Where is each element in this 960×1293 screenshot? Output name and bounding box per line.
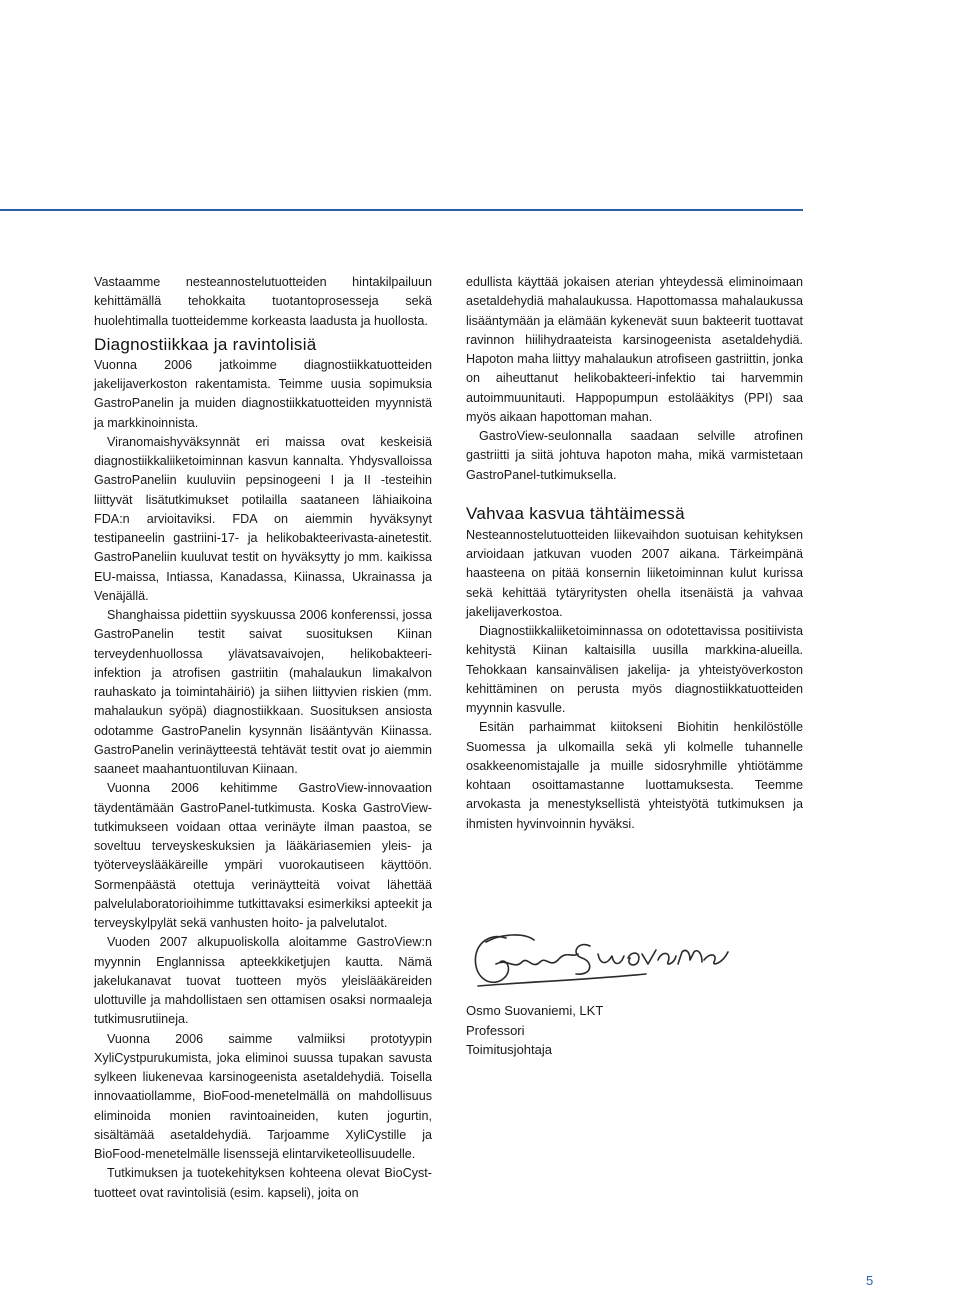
page-number: 5 — [866, 1273, 874, 1288]
left-column — [94, 273, 432, 1203]
body-paragraph: Vuonna 2006 jatkoimme diagnostiikkatuotteiden jakelijaverkoston rakentamista. Teimme uusia sopimuksia GastroPanelin ja muiden diagnostiikkatuotteiden myynnistä ja markkinoinnista. — [94, 357, 432, 430]
signatory-role: Toimitusjohtaja — [466, 1042, 552, 1057]
section-heading-vahvaa-kasvua: Vahvaa kasvua tähtäimessä — [466, 503, 685, 523]
body-paragraph: Tutkimuksen ja tuotekehityksen kohteena olevat BioCyst-tuotteet ovat ravintolisiä (esim. kapseli), joita on — [94, 1166, 432, 1200]
body-paragraph: Nesteannostelutuotteiden liikevaihdon suotuisan kehityksen arvioidaan jatkuvan vuoden 2007 aikana. Tärkeimpänä haasteena on pitää konsernin liiketoiminnan kulut kurissa sekä kehittää tytäryritysten ohella itsenäistä ja vahvaa jakelijaverkostoa. — [466, 527, 803, 619]
handwritten-signature — [466, 924, 731, 994]
body-paragraph: Shanghaissa pidettiin syyskuussa 2006 konferenssi, jossa GastroPanelin testit saivat suosituksen Kiinan terveydenhuollossa ylävatsavaivojen, helikobakteeri-infektion ja atrofisen gastriitin (mahalaukun limakalvon rauhaskato ja toimintahäiriö) ja siihen liittyvien riskien (mm. mahalaukun syöpä) diagnostiikkaan. Suosituksen ansiosta odotamme GastroPanelin kysynnän lisääntyvän Kiinassa. GastroPanelin verinäytteestä tehtävät testit ovat jo aiemmin saaneet maahantuontiluvan Kiinaan. — [94, 608, 432, 776]
body-paragraph: Esitän parhaimmat kiitokseni Biohitin henkilöstölle Suomessa ja ulkomailla sekä yli kolmelle tuhannelle osakkeenomistajalle ja muille sidosryhmille yhtiötämme kohtaan osoittamastanne luottamuksesta. Teemme arvokasta ja menestyksellistä yhteistyötä tutkimuksen ja ihmisten hyvinvoinnin hyväksi. — [466, 720, 803, 831]
signature-block — [466, 1001, 603, 1060]
body-paragraph: Vuonna 2006 kehitimme GastroView-innovaation täydentämään GastroPanel-tutkimusta. Koska GastroView-tutkimukseen voidaan ottaa verinäyte ilman paastoa, se soveltuu terveyskeskuksien ja lääkäriasemien yleis- ja työterveyslääkäreille ympäri vuorokautiseen käyttöön. Sormenpäästä otettuja verinäytteitä voivat lähettää palvelulaboratorioihimme tutkittavaksi esimerkiksi apteekit ja terveyskylpylät sekä vanhusten hoito- ja palvelutalot. — [94, 781, 432, 930]
right-column — [466, 273, 803, 834]
body-paragraph: edullista käyttää jokaisen aterian yhteydessä eliminoimaan asetaldehydiä mahalaukussa. Hapottomassa mahalaukussa lisääntymään ja elämään kykenevät suun bakteerit tuottavat ravinnon hiilihydraateista karsinogeenista asetaldehydiä. Hapoton maha liittyy mahalaukun atrofiseen gastriittin, jonka on aiheuttanut helikobakteeri-infektio tai harvemmin autoimmuunitauti. Happopumpun estolääkitys (PPI) saa myös aikaan hapottoman mahan. — [466, 275, 803, 424]
section-heading-diagnostiikkaa: Diagnostiikkaa ja ravintolisiä — [94, 334, 317, 354]
header-rule — [0, 209, 803, 211]
body-paragraph: GastroView-seulonnalla saadaan selville atrofinen gastriitti ja siitä johtuva hapoton maha, mikä varmistetaan GastroPanel-tutkimuksella. — [466, 429, 803, 482]
body-paragraph: Diagnostiikkaliiketoiminnassa on odotettavissa positiivista kehitystä Kiinan kaltaisilla uusilla markkina-alueilla. Tehokkaan kansainvälisen jakelija- ja yhteistyöverkoston kehittäminen on perusta myös diagnostiikkatuotteiden myynnin kasvulle. — [466, 624, 803, 715]
intro-paragraph: Vastaamme nesteannostelutuotteiden hintakilpailuun kehittämällä tehokkaita tuotantoprosesseja sekä huolehtimalla tuotteidemme korkeasta laadusta ja huollosta. — [94, 275, 432, 328]
body-paragraph: Viranomaishyväksynnät eri maissa ovat keskeisiä diagnostiikkaliiketoiminnan kasvun kannalta. Yhdysvalloissa GastroPaneliin kuuluviin pepsinogeeni I ja II -testeihin liittyvät lisätutkimukset potilailla saataneen lähiaikoina FDA:n arvioitaviksi. FDA on aiemmin hyväksynyt testipaneelin gastriini-17- ja helikobakteerivasta-ainetestit. GastroPaneliin kuuluvat testit on hyväksytty jo mm. kaikissa EU-maissa, Intiassa, Kanadassa, Kiinassa, Ukrainassa ja Venäjällä. — [94, 434, 432, 603]
body-paragraph: Vuoden 2007 alkupuoliskolla aloitamme GastroView:n myynnin Englannissa apteekkiketjujen kautta. Nämä jakelukanavat tuovat tuotteen myös yleislääkäreiden ulottuville ja mahdollistaen sen ottamisen osaksi normaaleja tutkimusrutiineja. — [94, 935, 432, 1027]
signatory-title: Professori — [466, 1022, 525, 1038]
signatory-name: Osmo Suovaniemi, LKT — [466, 1003, 604, 1018]
body-paragraph: Vuonna 2006 saimme valmiiksi prototyypin XyliCystpurukumista, joka eliminoi suussa tupakan savusta sylkeen liukenevaa karsinogeenista asetaldehydiä. Toisella innovaatiollamme, BioFood-menetelmällä on mahdollisuus eliminoida monien ravintoaineiden, kuten jogurtin, sisältämää asetaldehydiä. Tarjoamme XyliCystille ja BioFood-menetelmälle lisenssejä elintarviketeollisuudelle. — [94, 1031, 432, 1161]
